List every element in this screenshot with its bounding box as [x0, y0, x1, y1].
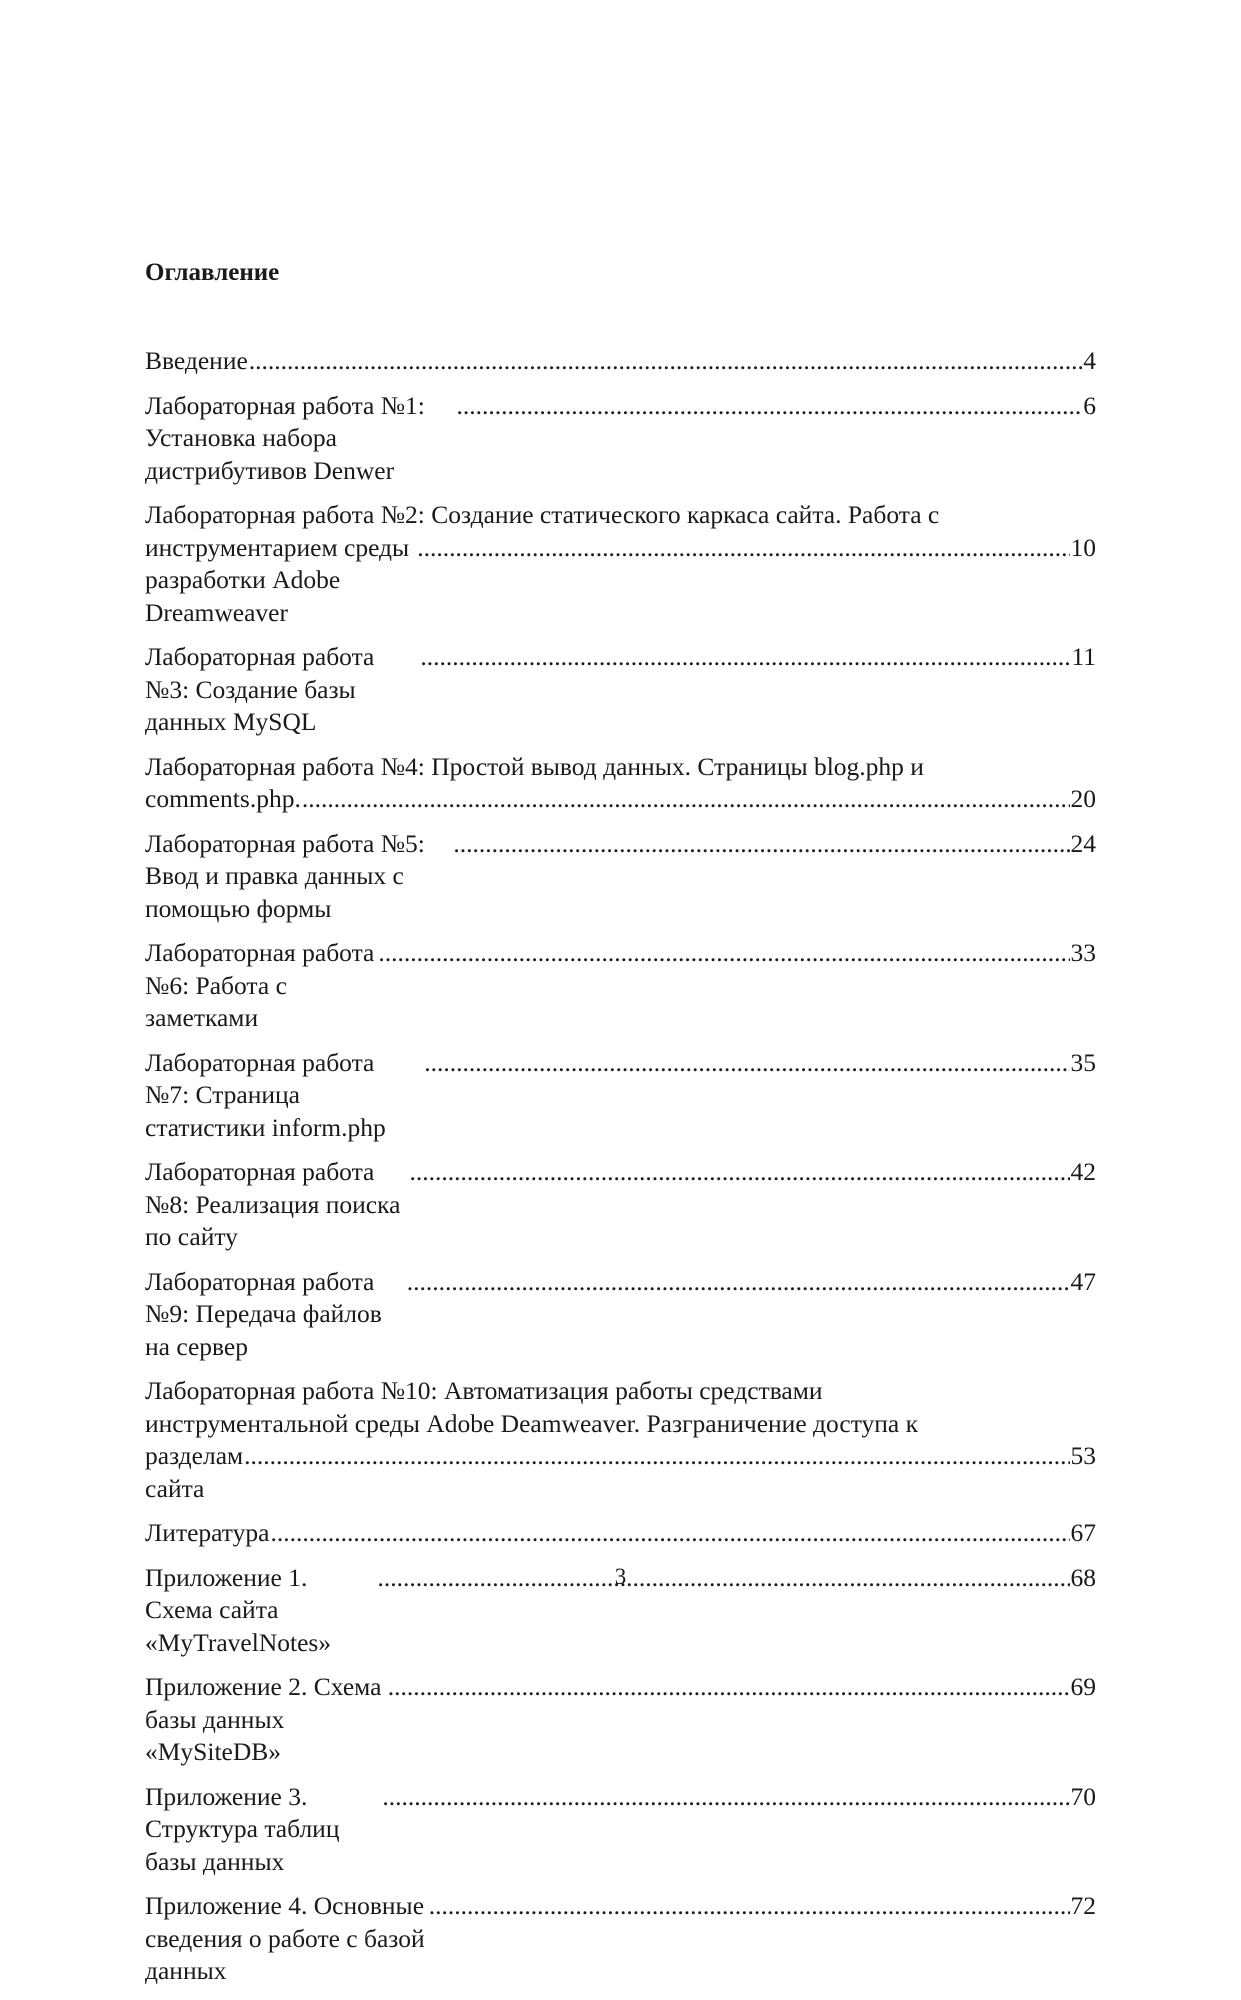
toc-entry-title-line: Лабораторная работа №10: Автоматизация работы средствами — [145, 1376, 823, 1405]
toc-entry-title: Приложение 1. Схема сайта «MyTravelNotes» — [145, 1562, 332, 1657]
toc-heading: Оглавление — [145, 259, 280, 286]
toc-dot-leader — [424, 1047, 1069, 1080]
toc-entry-row — [145, 1890, 1096, 1988]
toc-entry-title: Введение — [145, 346, 248, 375]
toc-entry-title: Приложение 2. Схема базы данных «MySiteDB» — [145, 1672, 382, 1766]
toc-dot-leader — [249, 345, 1082, 378]
toc-page-number: 35 — [1070, 1047, 1096, 1077]
toc-page-number: 67 — [1070, 1518, 1096, 1547]
toc-entry-title: Лабораторная работа №3: Создание базы данных MySQL — [145, 642, 375, 736]
toc-entry-title: разделам сайта — [145, 1441, 244, 1503]
toc-dot-leader — [456, 390, 1082, 423]
toc-entry[interactable] — [145, 499, 1096, 629]
toc-entry-row — [145, 1671, 1096, 1769]
toc-entry[interactable] — [145, 1781, 1096, 1879]
toc-entry-title: Приложение 4. Основные сведения о работе с базой данных — [145, 1891, 425, 1985]
toc-entry-title: comments.php. — [145, 784, 301, 813]
toc-page-number: 4 — [1083, 346, 1096, 375]
toc-entry-title-line: Лабораторная работа №2: Создание статического каркаса сайта. Работа с — [145, 500, 940, 529]
toc-dot-leader — [302, 783, 1070, 816]
toc-entry-title: Лабораторная работа №5: Ввод и правка данных с помощью формы — [145, 828, 425, 923]
toc-entry-row — [145, 1156, 1096, 1254]
toc-entry-row — [145, 1781, 1096, 1879]
toc-entry-title-line: Лабораторная работа №4: Простой вывод данных. Страницы blog.php и — [145, 751, 924, 781]
toc-dot-leader — [378, 937, 1069, 970]
toc-entry[interactable] — [145, 937, 1096, 1035]
toc-entry-title: Литература — [145, 1518, 270, 1547]
toc-dot-leader — [407, 1266, 1070, 1299]
toc-entry[interactable] — [145, 1266, 1096, 1364]
toc-entry-row — [145, 641, 1096, 739]
toc-entry[interactable] — [145, 828, 1096, 926]
toc-page-number: 24 — [1070, 828, 1096, 858]
toc-entry-row — [145, 828, 1096, 926]
toc-entry-row — [145, 345, 1096, 378]
toc-entry[interactable] — [145, 1047, 1096, 1145]
toc-entry[interactable] — [145, 641, 1096, 739]
toc-entry[interactable] — [145, 1517, 1096, 1550]
toc-entry-row — [145, 1440, 1096, 1505]
toc-entry-title: инструментарием среды разработки Adobe Dreamweaver — [145, 532, 410, 627]
toc-page-number: 47 — [1070, 1266, 1096, 1296]
toc-dot-leader — [382, 1781, 1069, 1814]
toc-list — [145, 345, 1096, 2000]
toc-dot-leader — [420, 641, 1070, 674]
toc-page-number: 68 — [1070, 1562, 1096, 1592]
toc-entry-title: Лабораторная работа №6: Работа с заметками — [145, 938, 375, 1032]
toc-entry-title: Лабораторная работа №1: Установка набора дистрибутивов Denwer — [145, 390, 425, 485]
toc-entry[interactable] — [145, 1375, 1096, 1505]
toc-page-number: 42 — [1070, 1157, 1096, 1186]
toc-entry[interactable] — [145, 1156, 1096, 1254]
toc-page-number: 6 — [1083, 390, 1096, 420]
toc-entry-row — [145, 1047, 1096, 1145]
toc-entry-title: Приложение 3. Структура таблиц базы данных — [145, 1781, 340, 1876]
toc-entry-title: Лабораторная работа №8: Реализация поиска по сайту — [145, 1157, 401, 1251]
toc-page-number: 72 — [1070, 1891, 1096, 1920]
toc-page-number: 70 — [1070, 1781, 1096, 1811]
toc-dot-leader — [417, 532, 1069, 565]
toc-page-number: 33 — [1070, 938, 1096, 967]
toc-page-number: 10 — [1070, 532, 1096, 562]
toc-entry[interactable] — [145, 1890, 1096, 1988]
toc-entry-row — [145, 1517, 1096, 1550]
toc-dot-leader — [429, 1890, 1070, 1923]
toc-dot-leader — [244, 1440, 1069, 1473]
toc-entry-row — [145, 937, 1096, 1035]
toc-dot-leader — [409, 1156, 1069, 1189]
toc-entry-row — [145, 1266, 1096, 1364]
toc-page-number: 11 — [1071, 642, 1096, 671]
toc-entry-title: Лабораторная работа №9: Передача файлов на сервер — [145, 1266, 382, 1361]
toc-dot-leader — [453, 828, 1069, 861]
toc-entry[interactable] — [145, 390, 1096, 488]
toc-entry-title-line: инструментальной среды Adobe Deamweaver. Разграничение доступа к — [145, 1408, 918, 1438]
toc-entry[interactable] — [145, 345, 1096, 378]
toc-dot-leader — [270, 1517, 1069, 1550]
toc-entry-row — [145, 390, 1096, 488]
toc-entry-row — [145, 783, 1096, 816]
toc-page-number: 20 — [1070, 784, 1096, 813]
toc-page-number: 69 — [1070, 1672, 1096, 1701]
toc-page-number: 53 — [1070, 1441, 1096, 1470]
toc-entry-row — [145, 532, 1096, 630]
toc-entry[interactable] — [145, 751, 1096, 816]
toc-dot-leader — [388, 1671, 1070, 1704]
page-number: 3 — [614, 1564, 627, 1589]
toc-entry-title: Лабораторная работа №7: Страница статистики inform.php — [145, 1047, 386, 1142]
toc-entry[interactable] — [145, 1671, 1096, 1769]
